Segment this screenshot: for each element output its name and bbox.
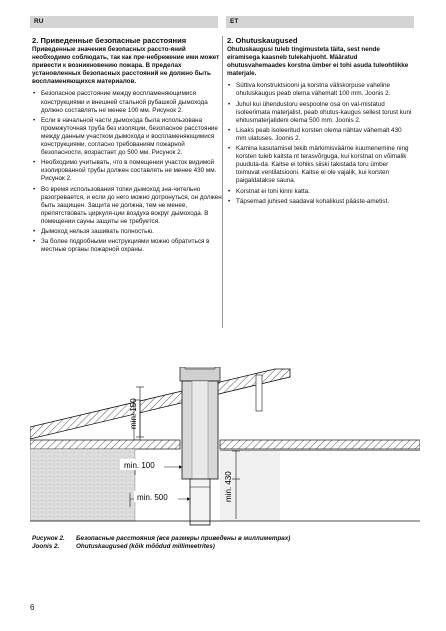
column-divider (222, 36, 223, 328)
chimney-cap-inner (185, 367, 215, 369)
figure-title-ru: Безопасные расстояния (все размеры приведены в миллиметрах) (76, 535, 291, 542)
list-item: • Lisaks peab isoleeritud korsten olema nähtav vähemalt 430 mm ulatuses. Joonis 2. (227, 127, 413, 143)
list-item: • За более подробными инструкциями можно обратиться в местные органы пожарной охраны. (32, 238, 222, 254)
bullet-list-et (227, 82, 413, 205)
language-tag-ru: RU (30, 16, 218, 28)
ceiling-under (220, 449, 420, 451)
list-item: • Täpsemad juhised saadaval kohalikust pääste-ametist. (227, 198, 413, 206)
roof-post (256, 375, 262, 411)
page-number: 6 (30, 603, 35, 612)
figure-number-et: Joonis 2. (32, 543, 60, 550)
figure-caption-ru (32, 535, 290, 543)
dim-min150: min. 150 (129, 398, 138, 429)
language-tag-et: ET (226, 16, 414, 28)
section-heading-ru: 2. Приведенные безопасные расстояния (32, 36, 187, 45)
list-item: • Juhul kui ühendustoru eespoolne osa on val-mistatud isoleerimata materjalist, peab ohutus-kaugus sellest torust kuni ehitusmaterjalideni olema 500 mm. Joonis 2. (227, 101, 413, 125)
dim-min430: min. 430 (224, 471, 233, 502)
column-et (227, 36, 413, 208)
list-item: • Kamina kasutamisel tekib märkimisväärne kuumenemine ning korsten tuleb kaitsta nt terasvõrguga, kui korstnat on võimalik puuduta-da. Kaitse ei tohiks siiski takistada toru ümber toimuvat ventilatsiooni. Kaitse ei ole vajalik, kui korsten paigaldatakse sauna. (227, 145, 413, 185)
bullet-list-ru (32, 90, 222, 254)
figure-caption-et (32, 543, 215, 551)
safety-distance-diagram (30, 367, 420, 529)
dim-min500: min. 500 (137, 493, 168, 502)
ceiling-right (220, 440, 420, 449)
list-item: • Дымоход нельзя зашивать полностью. (32, 228, 222, 236)
dim-min100: min. 100 (124, 461, 155, 470)
list-item: • Необходимо учитывать, что в помещении участок видимой изолированной трубы должен составлять не менее 430 мм. Рисунок 2. (32, 159, 222, 183)
chimney-core (192, 381, 208, 479)
ceiling-left (30, 440, 180, 449)
section-heading-et: 2. Ohutuskaugused (227, 36, 298, 45)
connection-pipe (190, 479, 210, 525)
roof (30, 369, 290, 439)
list-item: • Если в начальной части дымохода была использована промежуточная труба без изоляции, безопасное расстояние между данным участком дымохода и воспламеняющимися конструкциями, согласно требованиям пожарной безопасности, возрастает до 500 мм. Рисунок 2. (32, 117, 222, 157)
intro-ru: Приведенные значения безопасных рассто-яний необходимо соблюдать, так как пре-небрежение ими может привести к возникновению пожара. В пределах установленных безопасных расстояний не должно быть воспламеняющихся материалов. (32, 46, 220, 86)
list-item: • Süttiva konstruktsiooni ja korstna väliskorpuse vaheline ohutuskaugus peab olema vähemalt 100 mm. Joonis 2. (227, 82, 413, 98)
figure-title-et: Ohutuskaugused (kõik mõõdud millimeetrites) (76, 543, 215, 550)
list-item: • Korstnat ei tohi kinni katta. (227, 188, 413, 196)
list-item: • Во время использования топки дымоход зна-чительно разогревается, и если до него можно дотронуться, он должен быть защищен. Защита не должна, тем не менее, препятствовать циркуля-ции воздуха вокруг дымохода. В помещении сауны защиты не требуется. (32, 186, 222, 226)
column-ru (32, 36, 222, 256)
list-item: • Безопасное расстояние между воспламеняющимися конструкциями и внешней стальной рубашкой дымохода должно составлять не менее 100 мм. Рисунок 2. (32, 90, 222, 114)
intro-et: Ohutuskaugusi tuleb tingimusteta täita, sest nende eiramisega kaasneb tulekahjuoht. Määratud ohutusvahemaades korstna ümber ei tohi asuda tuleohtlikke materjale. (227, 46, 409, 78)
figure-number-ru: Рисунок 2. (32, 535, 65, 542)
wall (30, 449, 135, 521)
